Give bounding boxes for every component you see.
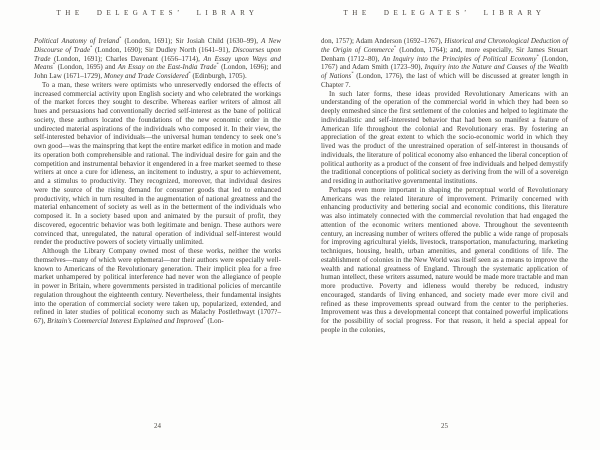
page-number-right: 25 — [441, 422, 448, 430]
running-head-left: THE DELEGATES’ LIBRARY — [56, 9, 259, 17]
page-25 — [321, 0, 568, 450]
paragraph: To a man, these writers were optimists who unreservedly endorsed the effects of increased commercial activity upon English society and who celebrated the workings of the market forces they sought to describe. Whereas earlier writers of almost all hues and persuasions had conventionally decried self-interest as the bane of political society, these authors located the foundations of the new economic order in the undirected material aspirations of the individuals who composed it. In their view, the self-interested behavior of individuals—the universal human tendency to seek one’s own good—was the mainspring that kept the entire market edifice in motion and made its operation both comprehensible and rational. The individual desire for gain and the competition and instrumental behavior it engendered in a free market seemed to these writers at once a cure for idleness, an incitement to industry, a spur to achievement, and a stimulus to productivity. They recognized, moreover, that individual desires were the source of the rising demand for consumer goods that led to enhanced productivity, which in turn resulted in the augmentation of national greatness and the material enhancement of society as well as in the betterment of the individuals who composed it. In a society based upon and animated by the pursuit of profit, they discovered, egocentric behavior was both legitimate and benign. These authors were convinced that, unregulated, the natural operation of individual self-interest would render the productive powers of society virtually unlimited. — [34, 80, 281, 247]
running-head-right: THE DELEGATES’ LIBRARY — [343, 9, 546, 17]
paragraph: In such later forms, these ideas provided Revolutionary Americans with an understanding of the operation of the commercial world in which they had been so deeply enmeshed since the first settlement of the colonies and helped to legitimate the individualistic and self-interested behavior that had been so manifest a feature of American life throughout the colonial and Revolutionary eras. By fostering an appreciation of the great extent to which the socio-economic world in which they lived was the product of the unrestrained operation of self-interest in thousands of individuals, the literature of political economy also enhanced the liberal conception of political authority as a product of the consent of free individuals and helped demystify the traditional conceptions of political society as deriving from the will of a sovereign and residing in authoritative governmental institutions. — [321, 89, 568, 185]
page-24 — [34, 0, 281, 450]
page-number-left: 24 — [154, 422, 161, 430]
page-25-text — [321, 37, 568, 335]
page-24-text — [34, 37, 281, 326]
paragraph: Although the Library Company owned most of these works, neither the works themselves—many of which were ephemeral—nor their authors were especially well-known to Americans of the Revolutionary generation. Their implicit plea for a free market unhampered by political interference had never won the allegiance of people in power in Britain, where governments persisted in traditional policies of mercantile regulation throughout the eighteenth century. Nevertheless, their fundamental insights into the operation of commercial society were taken up, popularized, extended, and refined in later studies of political economy such as Malachy Postlethwayt (1707?–67), Britain’s Commercial Interest Explained and Improved* (Lon- — [34, 247, 281, 325]
paragraph: don, 1757); Adam Anderson (1692–1767), Historical and Chronological Deduction of the Origin of Commerce* (London, 1764); and, more especially, Sir James Steuart Denham (1712–80), An Inquiry into the Principles of Political Economy* (London, 1767) and Adam Smith (1723–90), Inquiry into the Nature and Causes of the Wealth of Nations* (London, 1776), the last of which will be discussed at greater length in Chapter 7. — [321, 37, 569, 89]
paragraph: Perhaps even more important in shaping the perceptual world of Revolutionary Americans was the related literature of improvement. Primarily concerned with enhancing productivity and bettering social and economic conditions, this literature was also intimately connected with the commercial revolution that had engaged the attention of the economic writers mentioned above. Throughout the seventeenth century, an increasing number of writers offered the public a wide range of proposals for improving agricultural yields, livestock, transportation, manufacturing, marketing techniques, housing, health, urban amenities, and general conditions of life. The establishment of colonies in the New World was itself seen as a means to improve the wealth and national greatness of England. Through the systematic application of human intellect, these writers assumed, nature would be made more tractable and man more productive. Poverty and idleness would thereby be reduced, industry encouraged, standards of living enhanced, and society made ever more civil and refined as these improvements spread outward from the center to the peripheries. Improvement was thus a developmental concept that contained powerful implications for the possibility of social progress. For that reason, it held a special appeal for people in the colonies, — [321, 185, 568, 334]
paragraph: Political Anatomy of Ireland* (London, 1691); Sir Josiah Child (1630–99), A New Discourse of Trade* (London, 1690); Sir Dudley North (1641–91), Discourses upon Trade (London, 1691); Charles Davenant (1656–1714), An Essay upon Ways and Means* (London, 1695) and An Essay on the East-India Trade* (London, 1696); and John Law (1671–1729), Money and Trade Considered* (Edinburgh, 1705). — [34, 35, 281, 80]
